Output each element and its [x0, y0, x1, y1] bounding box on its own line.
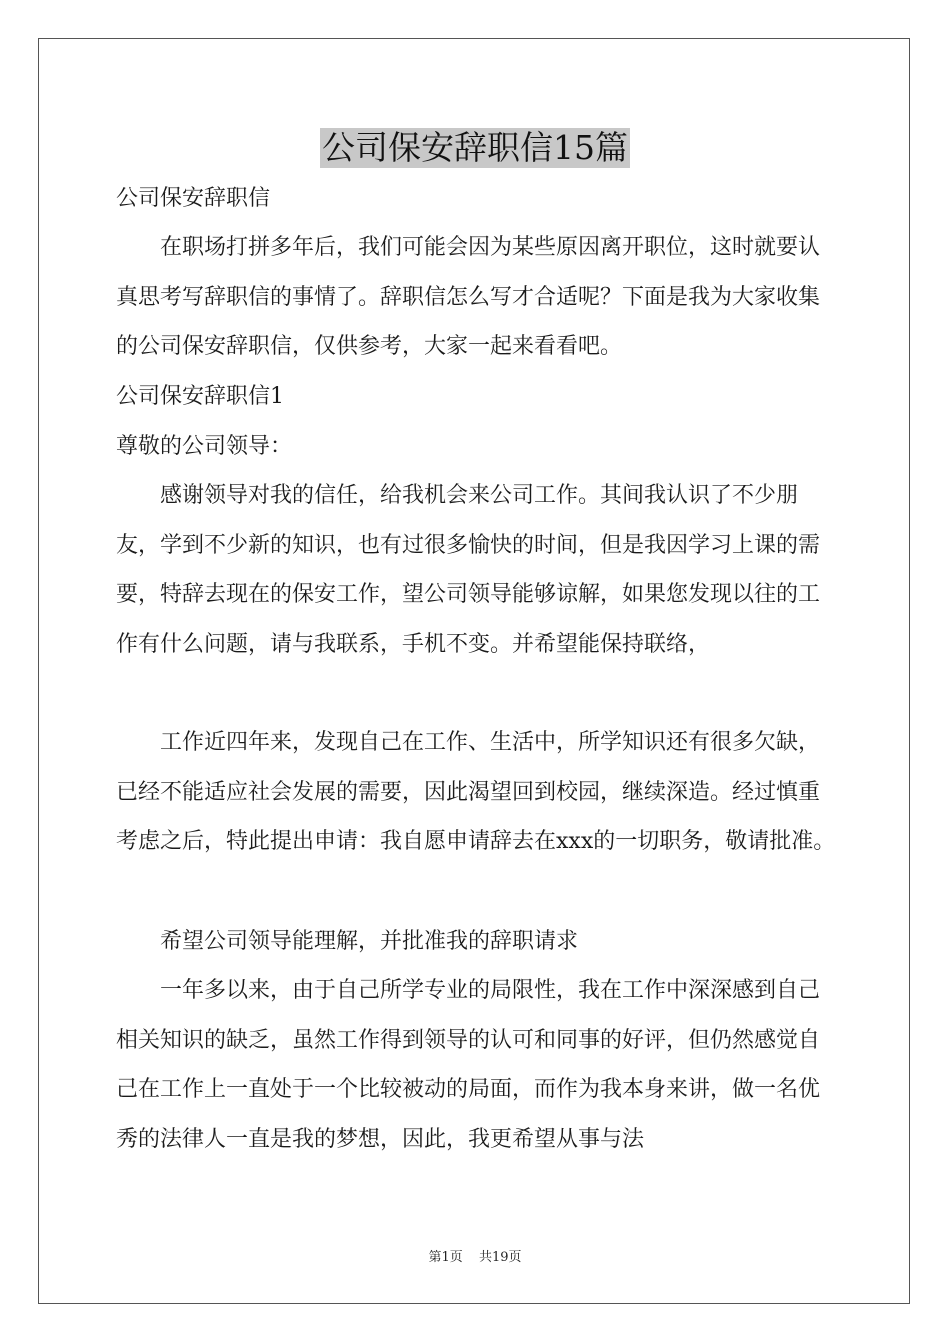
body-paragraph-3: 希望公司领导能理解，并批准我的辞职请求 — [160, 929, 579, 954]
intro-paragraph: 在职场打拼多年后，我们可能会因为某些原因离开职位，这时就要认真思考写辞职信的事情了。辞职信怎么写才合适呢？下面是我为大家收集的公司保安辞职信，仅供参考，大家一起来看看吧。 — [116, 235, 821, 359]
salutation: 尊敬的公司领导： — [116, 434, 293, 459]
page-footer — [0, 1246, 950, 1265]
letter-heading: 公司保安辞职信1 — [116, 384, 284, 409]
document-title: 公司保安辞职信15篇 — [322, 128, 628, 167]
subtitle-line: 公司保安辞职信 — [116, 186, 271, 211]
body-paragraph-4: 一年多以来，由于自己所学专业的局限性，我在工作中深深感到自己相关知识的缺乏，虽然工作得到领导的认可和同事的好评，但仍然感觉自己在工作上一直处于一个比较被动的局面，而作为我本身来讲，做一名优秀的法律人一直是我的梦想，因此，我更希望从事与法 — [116, 978, 821, 1152]
title-container — [0, 128, 950, 168]
body-paragraph-2: 工作近四年来，发现自己在工作、生活中，所学知识还有很多欠缺，已经不能适应社会发展的需要，因此渴望回到校园，继续深造。经过慎重考虑之后，特此提出申请：我自愿申请辞去在xxx的一切职务，敬请批准。 — [116, 730, 836, 854]
page-number: 第1页 — [428, 1250, 463, 1265]
body-paragraph-1: 感谢领导对我的信任，给我机会来公司工作。其间我认识了不少朋友，学到不少新的知识，也有过很多愉快的时间，但是我因学习上课的需要，特辞去现在的保安工作，望公司领导能够谅解，如果您发现以往的工作有什么问题，请与我联系，手机不变。并希望能保持联络， — [116, 483, 821, 657]
page-total: 共19页 — [478, 1250, 522, 1265]
